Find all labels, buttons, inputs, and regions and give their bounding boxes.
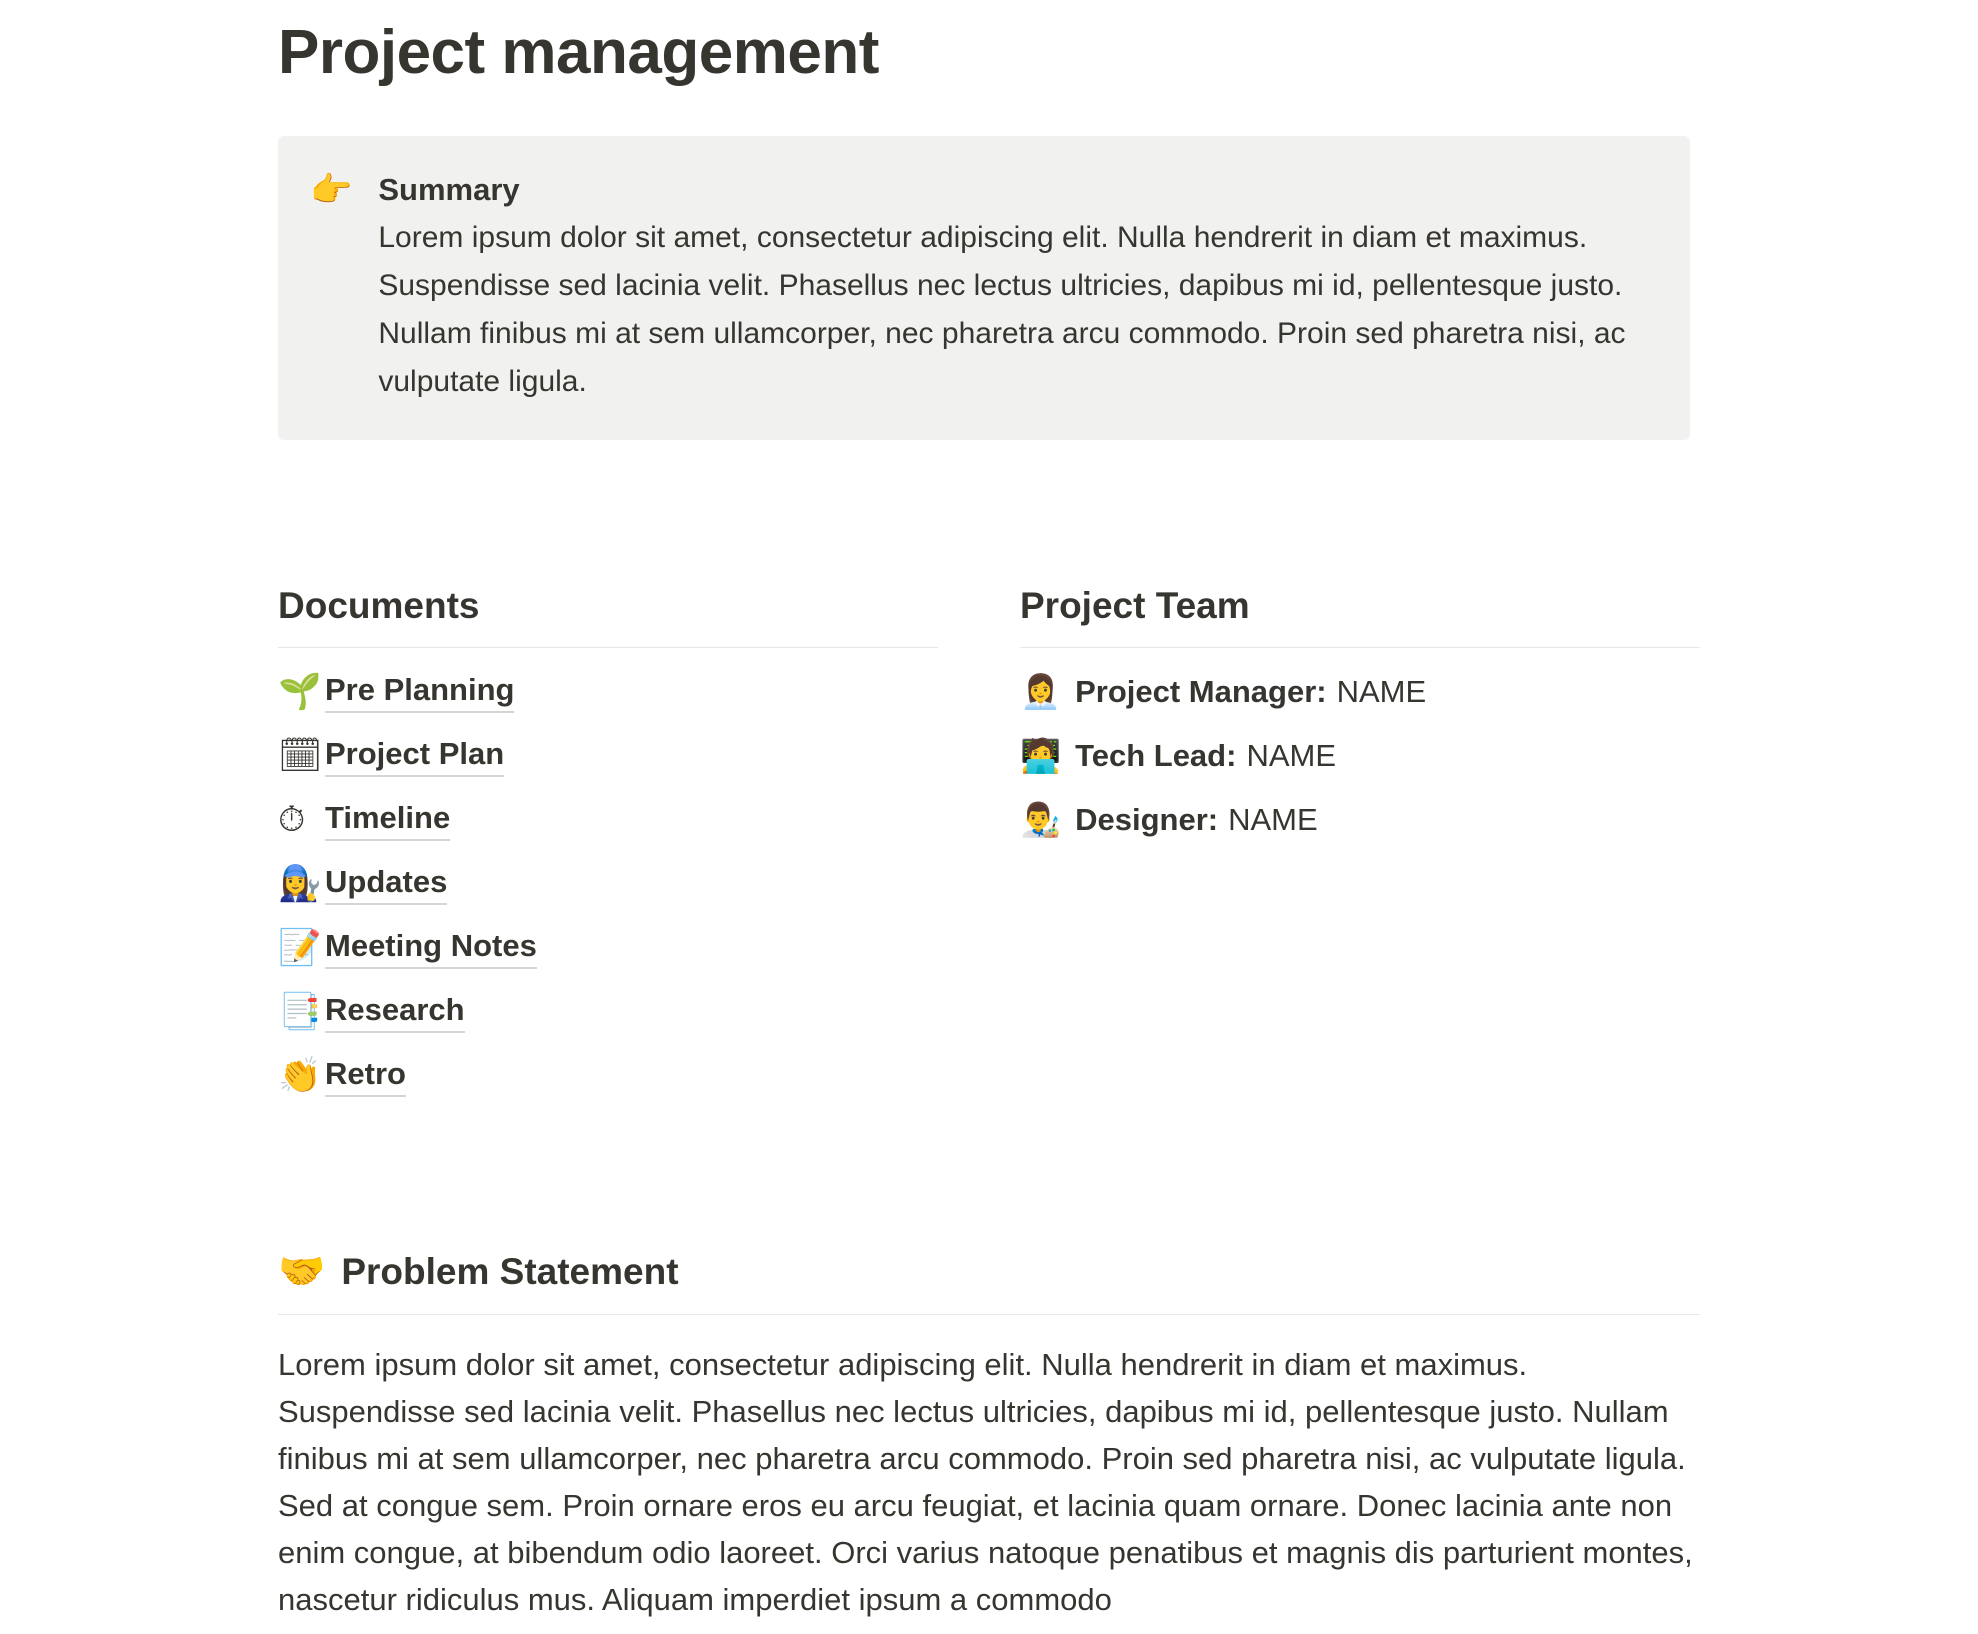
document-link-updates[interactable] [278, 852, 938, 916]
documents-heading: Documents [278, 582, 938, 648]
team-member-role: Tech Lead: [1075, 737, 1237, 773]
woman-office-worker-icon: 👩‍💼 [1020, 673, 1062, 711]
team-member-project-manager [1020, 660, 1700, 724]
document-link-research[interactable] [278, 980, 938, 1044]
document-link-label[interactable]: Project Plan [325, 735, 504, 777]
summary-callout [278, 136, 1690, 440]
team-member-designer [1020, 788, 1700, 852]
problem-statement-text: Lorem ipsum dolor sit amet, consectetur adipiscing elit. Nulla hendrerit in diam et maximus. Suspendisse sed lacinia velit. Phasellus nec lectus ultricies, dapibus mi id, pellentesque justo. Nullam finibus mi at sem ullamcorper, nec pharetra arcu commodo. Proin sed pharetra nisi, ac vulputate ligula. Sed at congue sem. Proin ornare eros eu arcu feugiat, et lacinia quam ornare. Donec lacinia ante non enim congue, at bibendum odio laoreet. Orci varius natoque penatibus et magnis dis parturient montes, nascetur ridiculus mus. Aliquam imperdiet ipsum a commodo [278, 1346, 1693, 1617]
spiral-calendar-icon: 🗓 [278, 736, 323, 776]
summary-callout-content [378, 166, 1648, 406]
handshake-icon: 🤝 [278, 1250, 326, 1293]
document-link-label[interactable]: Pre Planning [325, 671, 514, 713]
team-member-name: NAME [1246, 737, 1337, 773]
document-link-timeline[interactable] [278, 788, 938, 852]
document-link-label[interactable]: Retro [325, 1055, 406, 1097]
clapping-hands-icon: 👏 [278, 1056, 322, 1096]
summary-text: Lorem ipsum dolor sit amet, consectetur adipiscing elit. Nulla hendrerit in diam et maximus. Suspendisse sed lacinia velit. Phasellus nec lectus ultricies, dapibus mi id, pellentesque justo. Nullam finibus mi at sem ullamcorper, nec pharetra arcu commodo. Proin sed pharetra nisi, ac vulputate ligula. [378, 220, 1626, 398]
problem-statement-heading: Problem Statement [341, 1250, 679, 1292]
documents-section [278, 582, 938, 1108]
team-member-role: Designer: [1075, 801, 1219, 837]
summary-title: Summary [378, 171, 520, 207]
team-member-role: Project Manager: [1075, 673, 1327, 709]
pointing-right-icon: 👉 [310, 170, 353, 209]
project-team-section [1020, 582, 1700, 1108]
document-link-label[interactable]: Timeline [325, 799, 450, 841]
page-title: Project management [278, 18, 879, 87]
woman-mechanic-icon: 👩‍🔧 [278, 864, 322, 904]
problem-statement-heading-row [278, 1248, 1700, 1315]
problem-statement-section [278, 1248, 1700, 1623]
two-column-layout [278, 582, 1700, 1108]
document-link-label[interactable]: Meeting Notes [325, 927, 537, 969]
stopwatch-icon: ⏱ [278, 800, 306, 840]
seedling-icon: 🌱 [278, 672, 322, 712]
document-link-label[interactable]: Research [325, 991, 465, 1033]
project-team-heading: Project Team [1020, 582, 1700, 648]
man-artist-icon: 👨‍🎨 [1020, 801, 1062, 839]
document-link-label[interactable]: Updates [325, 863, 447, 905]
document-link-project-plan[interactable] [278, 724, 938, 788]
bookmark-tabs-icon: 📑 [278, 992, 322, 1032]
team-member-tech-lead [1020, 724, 1700, 788]
memo-icon: 📝 [278, 928, 322, 968]
document-link-pre-planning[interactable] [278, 660, 938, 724]
team-member-name: NAME [1336, 673, 1427, 709]
document-link-retro[interactable] [278, 1044, 938, 1108]
documents-list [278, 660, 938, 1108]
team-member-name: NAME [1228, 801, 1318, 837]
project-team-list [1020, 660, 1700, 852]
document-link-meeting-notes[interactable] [278, 916, 938, 980]
technologist-icon: 🧑‍💻 [1020, 737, 1062, 775]
